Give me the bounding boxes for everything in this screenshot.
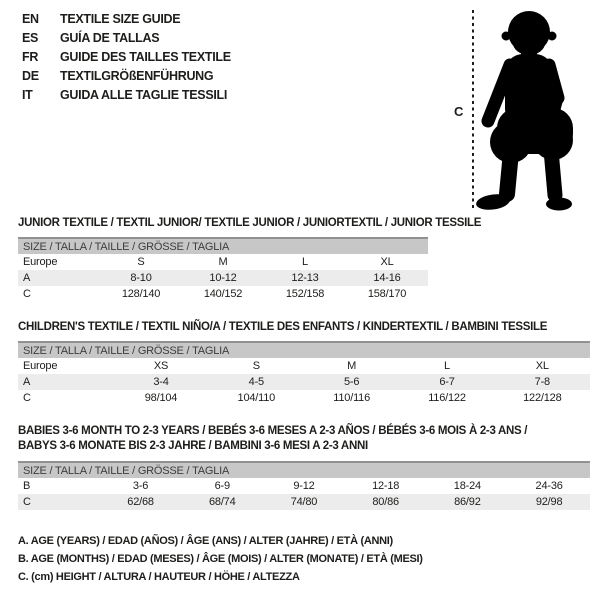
table-row xyxy=(18,390,590,406)
table-row xyxy=(18,494,590,510)
table-cell: 12-18 xyxy=(372,480,400,492)
footnote-c: C. (cm) HEIGHT / ALTURA / HAUTEUR / HÖHE / ALTEZZA xyxy=(18,571,300,583)
section-heading-line2: BABYS 3-6 MONATE BIS 2-3 JAHRE / BAMBINI 3-6 MESI A 2-3 ANNI xyxy=(18,440,368,452)
table-header-bar: SIZE / TALLA / TAILLE / GRÖSSE / TAGLIA xyxy=(18,342,590,358)
section-junior-textile xyxy=(18,216,482,302)
table-cell: 6-7 xyxy=(439,376,455,388)
table-cell: 14-16 xyxy=(373,272,401,284)
table-cell: XL xyxy=(535,360,549,372)
table-cell: XL xyxy=(380,256,394,268)
language-title: GUIDE DES TAILLES TEXTILE xyxy=(60,50,231,64)
row-label: B xyxy=(23,480,31,492)
language-code: ES xyxy=(22,31,39,45)
table-cell: L xyxy=(302,256,308,268)
row-label: C xyxy=(23,392,31,404)
table-header-bar: SIZE / TALLA / TAILLE / GRÖSSE / TAGLIA xyxy=(18,238,428,254)
table-cell: 18-24 xyxy=(453,480,481,492)
table-cell: 3-6 xyxy=(132,480,149,492)
table-cell: S xyxy=(137,256,145,268)
table-cell: L xyxy=(444,360,450,372)
table-cell: 9-12 xyxy=(293,480,315,492)
table-cell: 86/92 xyxy=(454,496,481,508)
footnote-b: B. AGE (MONTHS) / EDAD (MESES) / ÂGE (MOIS) / ALTER (MONATE) / ETÀ (MESI) xyxy=(18,553,423,565)
table-row xyxy=(18,374,590,390)
table-cell: 68/74 xyxy=(208,496,236,508)
table-cell: 110/116 xyxy=(333,392,371,404)
section-heading-line1: BABIES 3-6 MONTH TO 2-3 YEARS / BEBÉS 3-6 MESES A 2-3 AÑOS / BÉBÉS 3-6 MOIS À 2-3 ANS / xyxy=(18,425,528,437)
table-cell: 12-13 xyxy=(291,272,319,284)
children-size-table xyxy=(18,341,590,406)
table-cell: 80/86 xyxy=(372,496,399,508)
section-babies-textile xyxy=(18,424,590,510)
table-cell: 8-10 xyxy=(130,272,152,284)
table-row xyxy=(18,270,428,286)
height-measure-label: C xyxy=(454,104,464,119)
baby-silhouette-shape xyxy=(475,11,573,212)
table-cell: 152/158 xyxy=(285,288,325,300)
section-heading xyxy=(18,424,590,454)
section-children-textile xyxy=(18,320,590,406)
table-cell: 158/170 xyxy=(367,288,407,300)
language-row-fr xyxy=(22,48,231,67)
table-cell: 104/110 xyxy=(237,392,276,404)
language-code: EN xyxy=(22,12,39,26)
table-cell: 122/128 xyxy=(523,392,562,404)
table-cell: 92/98 xyxy=(535,496,563,508)
table-cell: M xyxy=(347,360,357,372)
row-label: C xyxy=(23,288,31,300)
language-row-de xyxy=(22,67,231,86)
row-label: Europe xyxy=(23,256,58,268)
table-cell: 24-36 xyxy=(535,480,563,492)
row-label: C xyxy=(23,496,31,508)
table-cell: M xyxy=(218,256,228,268)
junior-size-table xyxy=(18,237,428,302)
row-label: A xyxy=(23,376,31,388)
row-label: Europe xyxy=(23,360,58,372)
language-title: GUÍA DE TALLAS xyxy=(60,31,160,45)
baby-figure xyxy=(445,2,600,214)
language-row-en xyxy=(22,10,231,29)
footnote-legend xyxy=(18,532,423,586)
table-cell: 74/80 xyxy=(290,496,318,508)
section-heading: CHILDREN'S TEXTILE / TEXTIL NIÑO/A / TEXTILE DES ENFANTS / KINDERTEXTIL / BAMBINI TESSILE xyxy=(18,321,548,333)
table-cell: 6-9 xyxy=(214,480,230,492)
table-cell: 7-8 xyxy=(534,376,550,388)
language-row-it xyxy=(22,86,231,105)
section-heading: JUNIOR TEXTILE / TEXTIL JUNIOR/ TEXTILE JUNIOR / JUNIORTEXTIL / JUNIOR TESSILE xyxy=(18,217,482,229)
table-row xyxy=(18,358,590,374)
table-cell: 5-6 xyxy=(343,376,360,388)
language-title: TEXTILE SIZE GUIDE xyxy=(60,12,181,26)
table-cell: 3-4 xyxy=(153,376,169,388)
table-row xyxy=(18,254,428,270)
language-code: IT xyxy=(22,88,33,102)
table-cell: XS xyxy=(153,360,169,372)
baby-silhouette-icon xyxy=(445,2,600,214)
language-title: TEXTILGRÖßENFÜHRUNG xyxy=(60,69,214,83)
table-cell: 98/104 xyxy=(144,392,178,404)
table-cell: 116/122 xyxy=(428,392,466,404)
table-cell: S xyxy=(252,360,260,372)
table-header-bar: SIZE / TALLA / TAILLE / GRÖSSE / TAGLIA xyxy=(18,462,590,478)
language-row-es xyxy=(22,29,231,48)
table-cell: 62/68 xyxy=(127,496,154,508)
table-cell: 4-5 xyxy=(248,376,264,388)
footnote-a: A. AGE (YEARS) / EDAD (AÑOS) / ÂGE (ANS) / ALTER (JAHRE) / ETÀ (ANNI) xyxy=(18,535,393,547)
table-cell: 140/152 xyxy=(203,288,243,300)
table-row xyxy=(18,478,590,494)
row-label: A xyxy=(23,272,31,284)
language-title: GUIDA ALLE TAGLIE TESSILI xyxy=(60,88,228,102)
babies-size-table xyxy=(18,461,590,510)
language-title-list xyxy=(22,10,231,105)
table-cell: 128/140 xyxy=(121,288,161,300)
table-cell: 10-12 xyxy=(209,272,237,284)
language-code: FR xyxy=(22,50,39,64)
table-row xyxy=(18,286,428,302)
language-code: DE xyxy=(22,69,39,83)
